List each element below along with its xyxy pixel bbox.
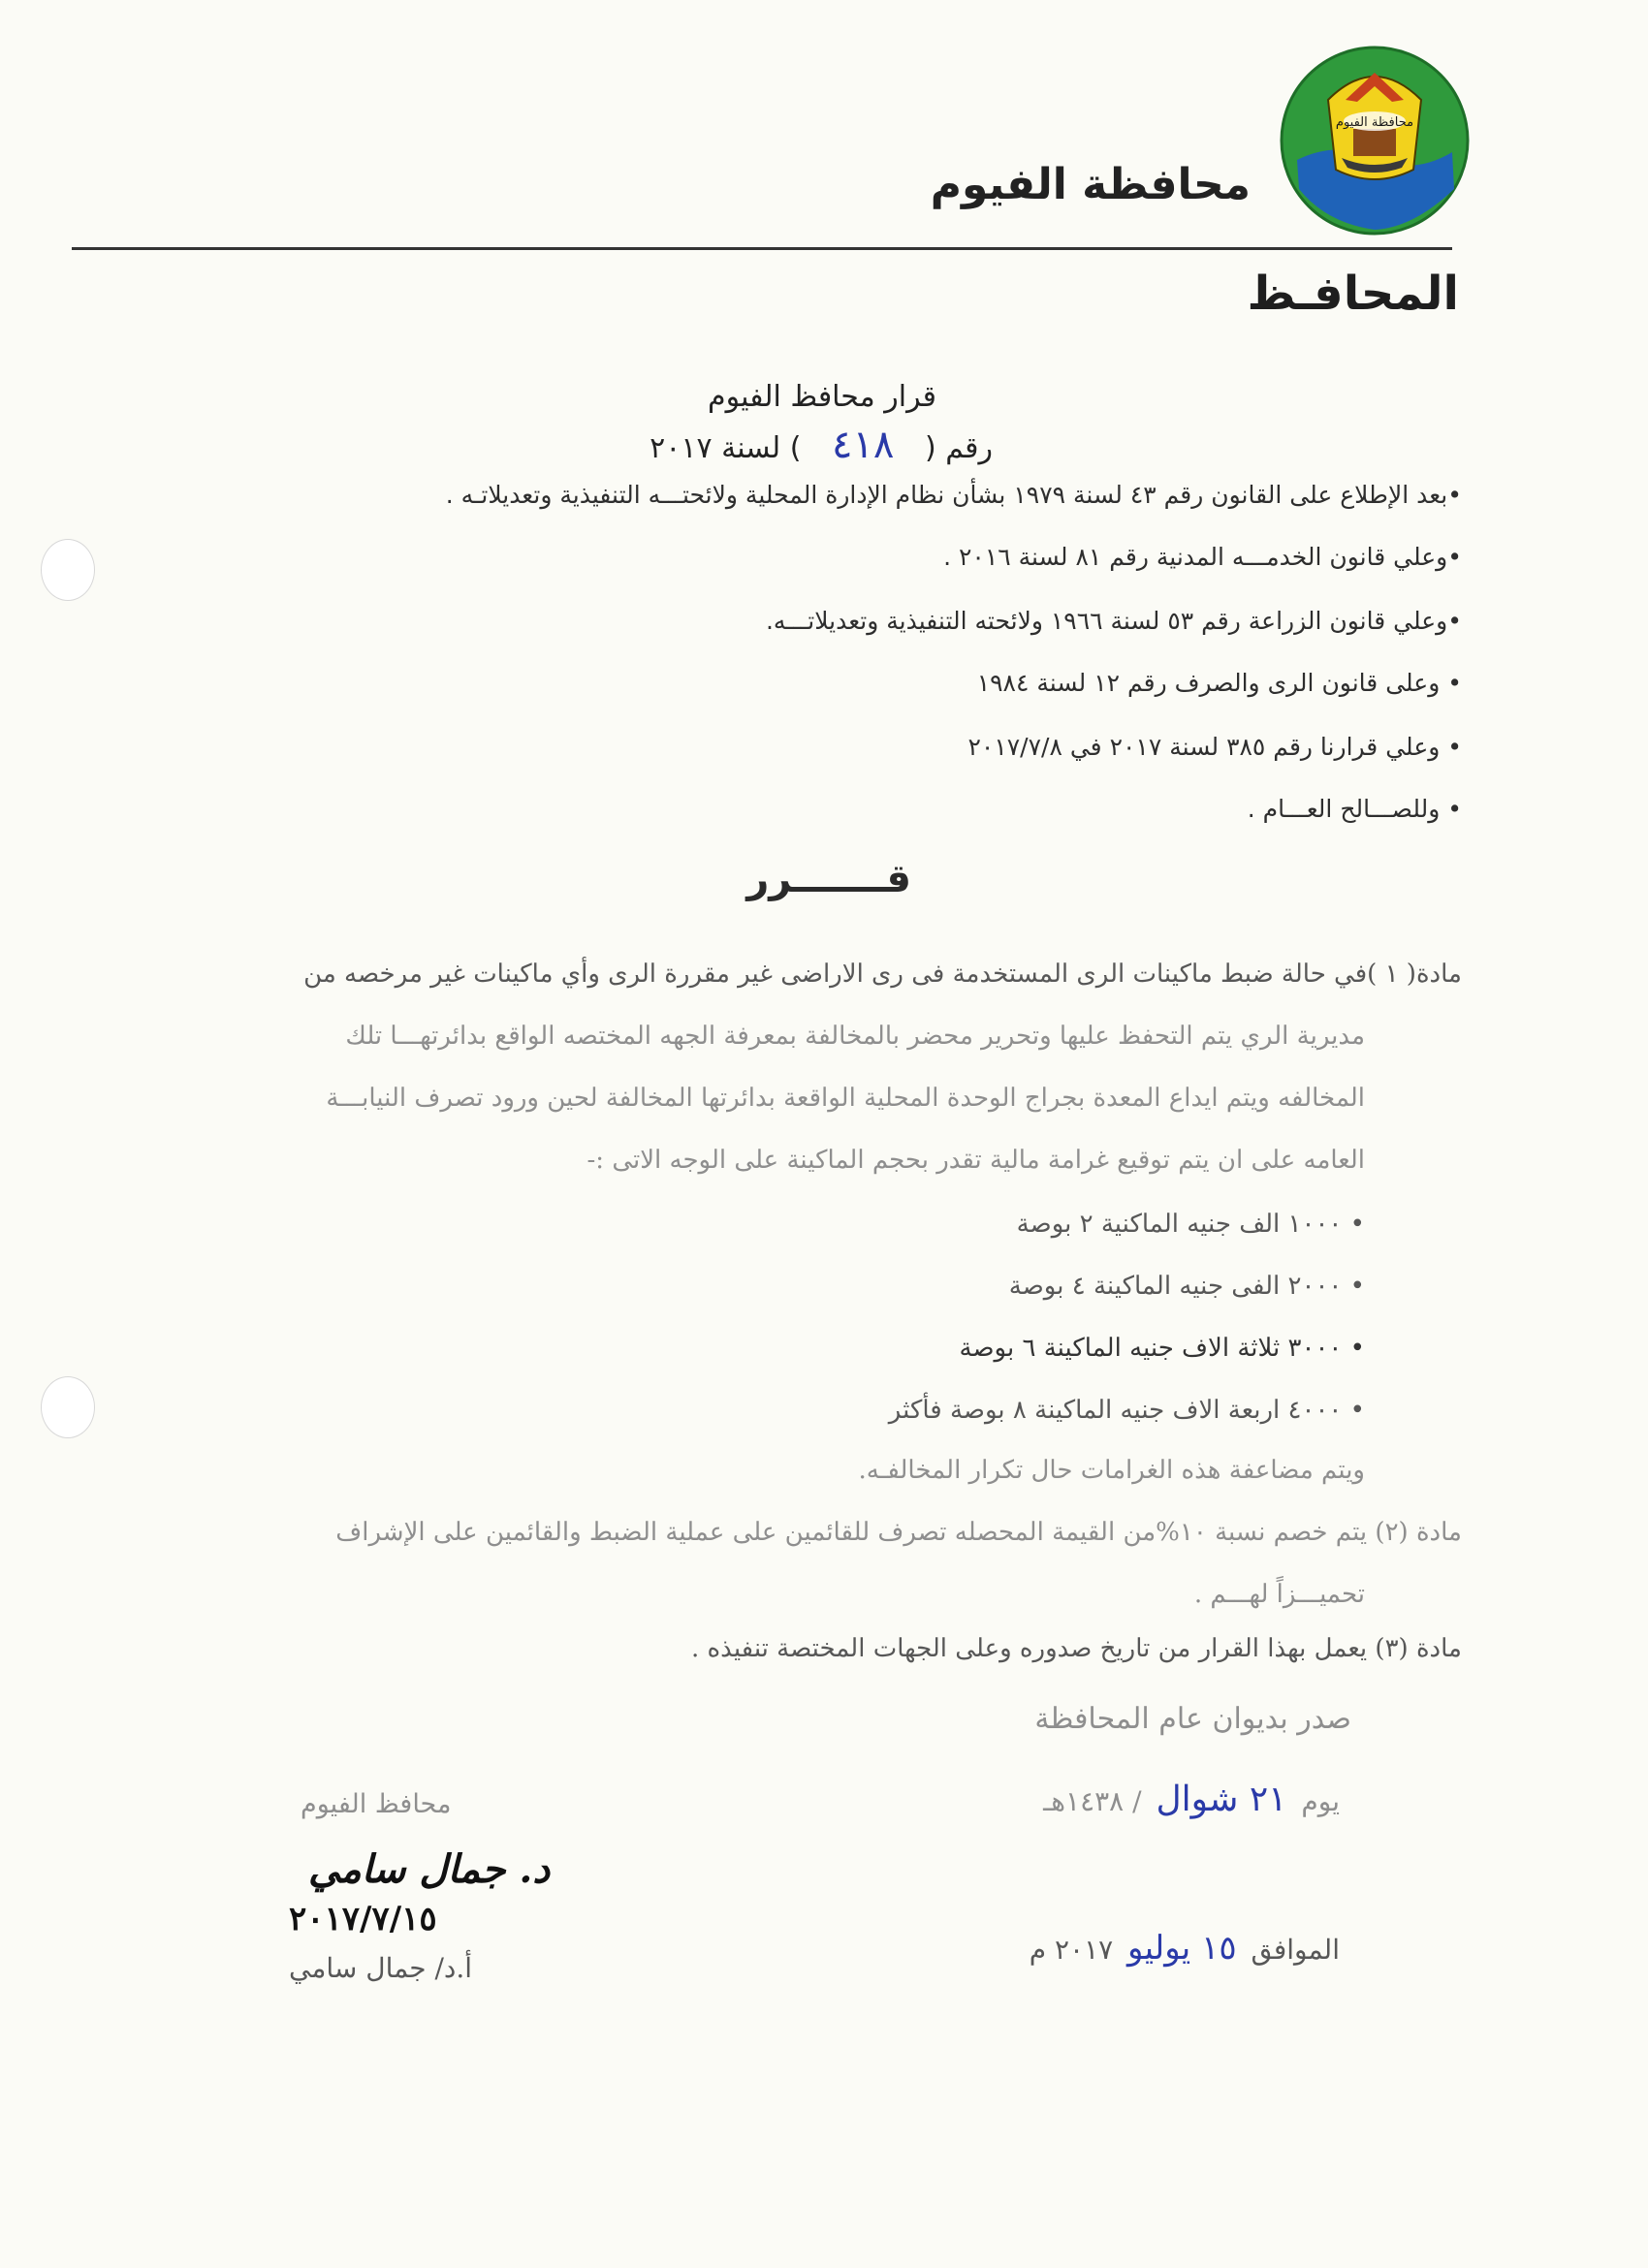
- office-title: المحافـظ: [1247, 267, 1459, 321]
- gregorian-date: [1030, 1929, 1340, 1968]
- article1-line: مادة( ١ )في حالة ضبط ماكينات الرى المستخدمة فى رى الاراضى غير مقررة الرى وأي ماكينات غير مرخصه من: [303, 960, 1462, 989]
- gregorian-date-day-month: ١٥ يوليو: [1127, 1929, 1237, 1968]
- issued-line: صدر بديوان عام المحافظة: [1034, 1702, 1351, 1736]
- gregorian-date-prefix: الموافق: [1251, 1934, 1340, 1966]
- preamble-line: • وللصـــالح العـــام .: [1247, 795, 1462, 823]
- decree-number-prefix: رقم (: [924, 431, 993, 465]
- preamble-line: • وعلى قانون الرى والصرف رقم ١٢ لسنة ١٩٨٤: [976, 669, 1462, 697]
- gregorian-date-year: ٢٠١٧ م: [1029, 1934, 1114, 1966]
- signature-date: ٢٠١٧/٧/١٥: [289, 1900, 437, 1938]
- fine-item: • ٢٠٠٠ الفى جنيه الماكينة ٤ بوصة: [1008, 1272, 1365, 1301]
- decree-number-value: ٤١٨: [831, 423, 895, 467]
- header-divider: [72, 247, 1452, 250]
- emblem-text: محافظة الفيوم: [1335, 115, 1414, 130]
- decree-number-suffix: ) لسنة ٢٠١٧: [650, 431, 802, 465]
- decree-title: قرار محافظ الفيوم: [708, 380, 936, 414]
- preamble-line: •وعلي قانون الزراعة رقم ٥٣ لسنة ١٩٦٦ ولائحته التنفيذية وتعديلاتـــه.: [765, 607, 1462, 635]
- governorate-emblem: [1278, 44, 1472, 237]
- hijri-date-year: / ١٤٣٨هـ: [1043, 1785, 1142, 1817]
- fine-item: • ١٠٠٠ الف جنيه الماكنية ٢ بوصة: [1016, 1210, 1365, 1239]
- hijri-date-prefix: يوم: [1301, 1785, 1340, 1817]
- article3-line: مادة (٣) يعمل بهذا القرار من تاريخ صدوره وعلى الجهات المختصة تنفيذه .: [691, 1634, 1462, 1663]
- article2-line: تحميـــزاً لهـــم .: [1193, 1580, 1365, 1609]
- preamble-line: •وعلي قانون الخدمـــه المدنية رقم ٨١ لسنة ٢٠١٦ .: [943, 543, 1462, 571]
- article1-line: العامه على ان يتم توقيع غرامة مالية تقدر بحجم الماكينة على الوجه الاتى :-: [586, 1146, 1365, 1175]
- decree-number-line: [650, 423, 993, 467]
- preamble-line: • وعلي قرارنا رقم ٣٨٥ لسنة ٢٠١٧ في ٢٠١٧/٧/٨: [967, 733, 1462, 761]
- decides-heading: قـــــــرر: [746, 857, 911, 901]
- article1-line: المخالفه ويتم ايداع المعدة بجراج الوحدة المحلية الواقعة بدائرتها المخالفة لحين ورود تصرف النيابـــة: [326, 1084, 1365, 1113]
- punch-hole-top: [41, 539, 95, 601]
- governorate-name: محافظة الفيوم: [930, 160, 1251, 209]
- hijri-date: [1043, 1780, 1340, 1819]
- signatory-name: أ.د/ جمال سامي: [289, 1952, 473, 1984]
- fine-item: • ٣٠٠٠ ثلاثة الاف جنيه الماكينة ٦ بوصة: [959, 1334, 1365, 1363]
- article1-line: مديرية الري يتم التحفظ عليها وتحرير محضر بالمخالفة بمعرفة الجهه المختصه الواقع بدائرتهـــا تلك: [345, 1022, 1365, 1051]
- article2-line: مادة (٢) يتم خصم نسبة ١٠%من القيمة المحصله تصرف للقائمين على عملية الضبط والقائمين على الإشراف: [335, 1518, 1462, 1547]
- signature: د. جمال سامي: [308, 1846, 551, 1892]
- preamble-line: •بعد الإطلاع على القانون رقم ٤٣ لسنة ١٩٧٩ بشأن نظام الإدارة المحلية ولائحتـــه التنفيذية وتعديلاتـه .: [445, 481, 1462, 509]
- punch-hole-bottom: [41, 1376, 95, 1438]
- hijri-date-day-month: ٢١ شوال: [1156, 1780, 1287, 1819]
- signature-title: محافظ الفيوم: [301, 1789, 452, 1819]
- repeat-note: ويتم مضاعفة هذه الغرامات حال تكرار المخالفـه.: [858, 1456, 1365, 1485]
- fine-item: • ٤٠٠٠ اربعة الاف جنيه الماكينة ٨ بوصة فأكثر: [888, 1396, 1365, 1425]
